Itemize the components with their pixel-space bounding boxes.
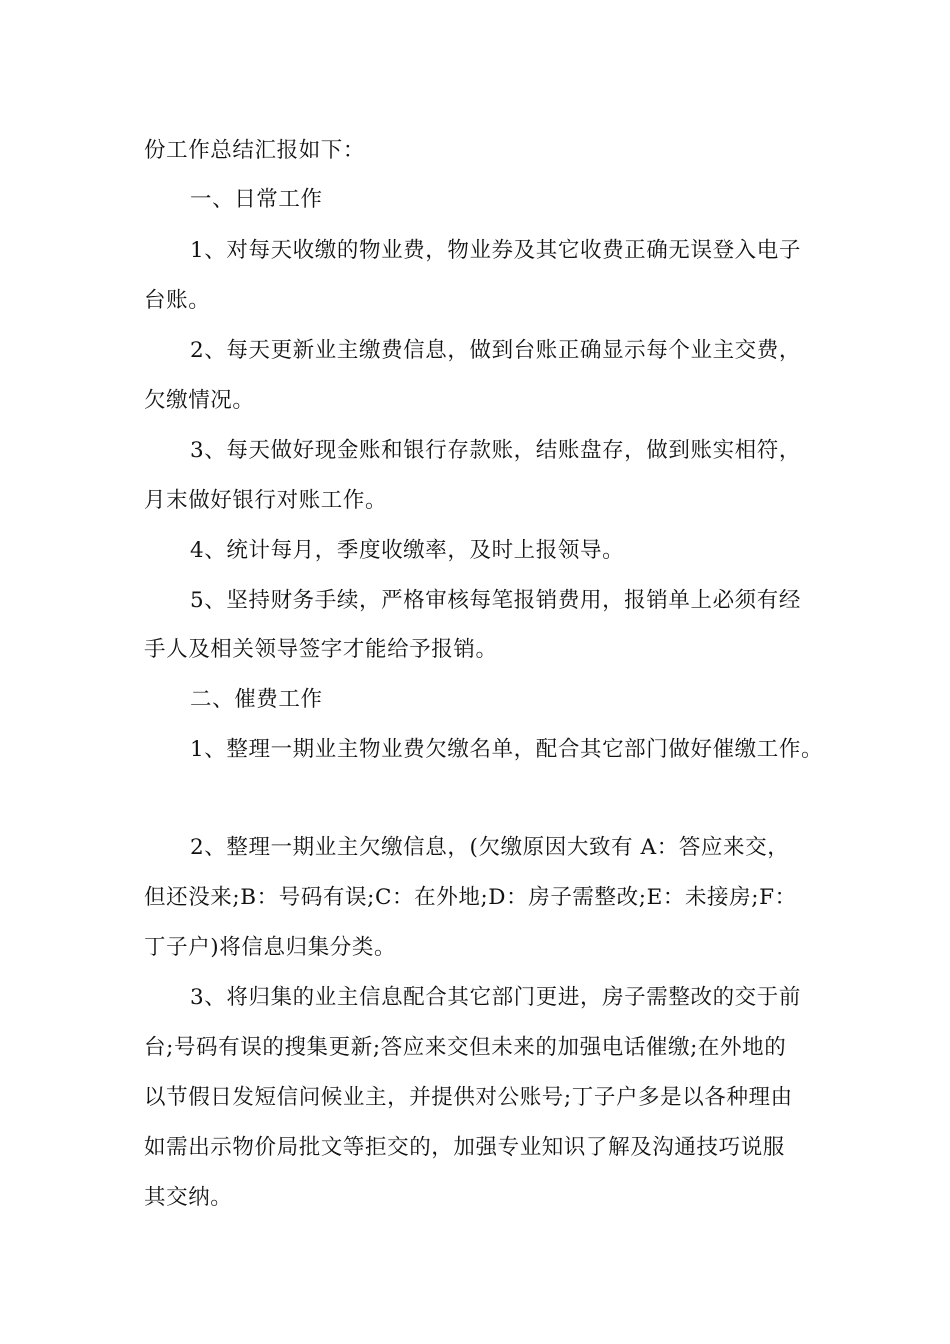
text-line-17: 3、将归集的业主信息配合其它部门更进，房子需整改的交于前 xyxy=(190,985,801,1010)
section-heading-collection-work: 二、催费工作 xyxy=(190,687,323,712)
section-heading-daily-work: 一、日常工作 xyxy=(190,187,323,212)
text-line-13: 1、整理一期业主物业费欠缴名单，配合其它部门做好催缴工作。 xyxy=(190,737,824,762)
text-line-14: 2、整理一期业主欠缴信息，(欠缴原因大致有 A：答应来交， xyxy=(190,835,790,860)
text-line-19: 以节假日发短信问候业主，并提供对公账号;丁子户多是以各种理由 xyxy=(144,1085,793,1110)
text-line-3: 1、对每天收缴的物业费，物业券及其它收费正确无误登入电子 xyxy=(190,238,801,263)
text-line-11: 手人及相关领导签字才能给予报销。 xyxy=(144,637,498,662)
text-line-21: 其交纳。 xyxy=(144,1185,233,1210)
text-line-20: 如需出示物价局批文等拒交的，加强专业知识了解及沟通技巧说服 xyxy=(144,1135,785,1160)
text-line-8: 月末做好银行对账工作。 xyxy=(144,488,388,513)
text-line-16: 丁子户)将信息归集分类。 xyxy=(144,935,397,960)
text-line-15: 但还没来;B：号码有误;C：在外地;D：房子需整改;E：未接房;F： xyxy=(144,885,797,910)
text-line-9: 4、统计每月，季度收缴率，及时上报领导。 xyxy=(190,538,625,563)
text-line-1: 份工作总结汇报如下： xyxy=(144,138,366,163)
text-line-4: 台账。 xyxy=(144,288,211,313)
text-line-6: 欠缴情况。 xyxy=(144,388,255,413)
text-line-18: 台;号码有误的搜集更新;答应来交但未来的加强电话催缴;在外地的 xyxy=(144,1035,787,1060)
text-line-5: 2、每天更新业主缴费信息，做到台账正确显示每个业主交费， xyxy=(190,338,801,363)
text-line-10: 5、坚持财务手续，严格审核每笔报销费用，报销单上必须有经 xyxy=(190,588,801,613)
text-line-7: 3、每天做好现金账和银行存款账，结账盘存，做到账实相符， xyxy=(190,438,801,463)
